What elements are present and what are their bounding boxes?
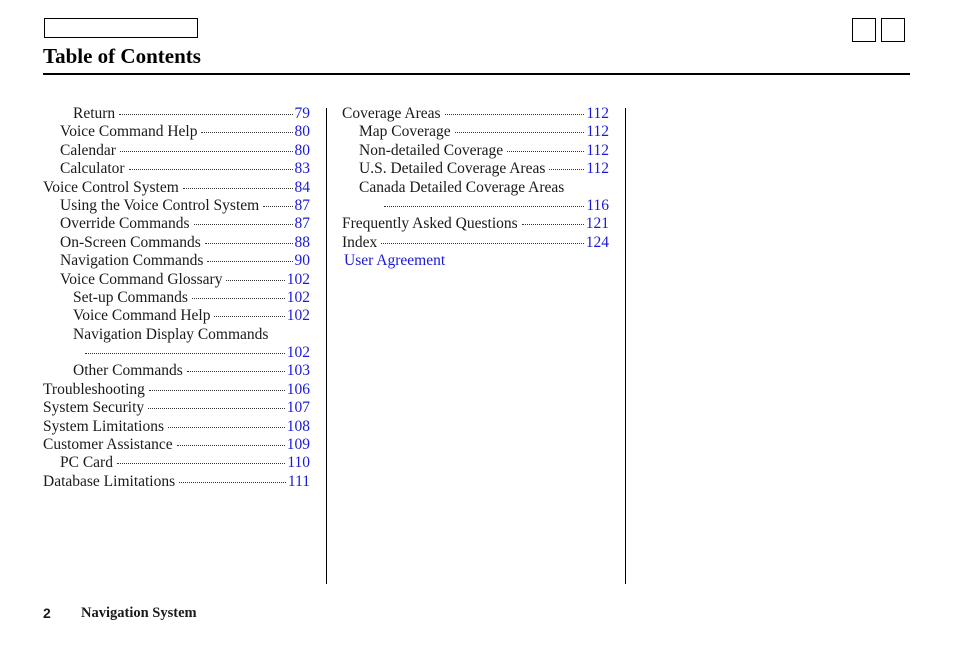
toc-entry[interactable] [43,326,310,344]
toc-entry[interactable] [43,473,310,491]
dot-leader [507,151,584,152]
toc-entry-label: Database Limitations [43,472,176,490]
toc-entry-label: PC Card [60,454,113,472]
toc-entry[interactable] [342,179,609,197]
toc-page-link[interactable]: 112 [586,160,609,178]
toc-entry-label: System Security [43,399,145,417]
dot-leader [214,316,284,317]
column-divider [326,108,327,584]
toc-entry[interactable] [342,123,609,141]
toc-entry[interactable] [43,381,310,399]
dot-leader [522,224,584,225]
dot-leader [226,280,284,281]
toc-entry[interactable] [342,105,609,123]
toc-entry[interactable] [43,123,310,141]
footer-manual-title: Navigation System [81,605,197,621]
toc-entry-label: Voice Control System [43,178,179,196]
toc-entry[interactable] [342,160,609,178]
toc-column-middle [342,105,609,271]
toc-entry-label: Other Commands [73,362,183,380]
toc-entry[interactable] [43,160,310,178]
dot-leader [120,151,293,152]
toc-page-link[interactable]: 112 [586,105,609,122]
dot-leader [117,463,285,464]
toc-entry-label: Calculator [60,160,125,178]
toc-page-link[interactable]: 80 [294,123,310,141]
toc-entry[interactable] [43,142,310,160]
toc-entry[interactable] [43,252,310,270]
toc-entry-label: Customer Assistance [43,436,173,454]
toc-page-link[interactable]: 84 [294,178,310,196]
toc-page-link[interactable]: 87 [294,196,310,214]
toc-entry-label[interactable]: User Agreement [344,252,446,270]
toc-entry-label: U.S. Detailed Coverage Areas [359,160,546,178]
toc-entry[interactable] [342,234,609,252]
toc-page-link[interactable]: 111 [287,472,310,490]
toc-page-link[interactable]: 102 [286,270,310,288]
dot-leader [455,132,585,133]
dot-leader [187,371,285,372]
toc-link-entry[interactable] [342,252,609,270]
title-rule [43,73,910,75]
toc-entry-label: Voice Command Help [60,123,198,141]
dot-leader [207,261,292,262]
toc-entry[interactable] [43,454,310,472]
toc-entry[interactable] [342,142,609,160]
toc-entry[interactable] [43,344,310,362]
footer-page-number: 2 [43,605,51,621]
toc-entry-label: Map Coverage [359,123,451,141]
toc-entry-label: Return [73,105,116,122]
dot-leader [194,224,293,225]
dot-leader [85,353,285,354]
toc-entry-label: Non-detailed Coverage [359,141,504,159]
toc-entry-label: Frequently Asked Questions [342,215,518,233]
toc-page-link[interactable]: 80 [294,141,310,159]
column-divider [625,108,626,584]
dot-leader [381,243,583,244]
toc-entry[interactable] [43,436,310,454]
dot-leader [177,445,285,446]
dot-leader [148,408,285,409]
toc-entry-label: System Limitations [43,417,164,435]
top-navigation-button[interactable] [44,18,198,38]
dot-leader [263,206,292,207]
toc-page-link[interactable]: 83 [294,160,310,178]
toc-entry[interactable] [43,418,310,436]
toc-entry-label: Calendar [60,141,116,159]
dot-leader [205,243,293,244]
toc-page-link[interactable]: 112 [586,123,609,141]
toc-entry-label: Set-up Commands [73,288,188,306]
next-page-button[interactable] [881,18,905,42]
toc-page-link[interactable]: 107 [286,399,310,417]
dot-leader [119,114,292,115]
toc-entry[interactable] [43,197,310,215]
toc-entry-label: Index [342,233,378,251]
toc-page-link[interactable]: 121 [585,215,609,233]
toc-page-link[interactable]: 88 [294,233,310,251]
toc-entry-label: Coverage Areas [342,105,441,122]
toc-entry[interactable] [43,307,310,325]
toc-page-link[interactable]: 116 [586,196,609,214]
toc-entry-label: On-Screen Commands [60,233,201,251]
toc-page-link[interactable]: 102 [286,344,310,362]
toc-entry[interactable] [43,234,310,252]
toc-page-link[interactable]: 106 [286,380,310,398]
toc-page-link[interactable]: 79 [294,105,310,122]
toc-page-link[interactable]: 87 [294,215,310,233]
toc-entry[interactable] [43,362,310,380]
toc-entry-label: Navigation Display Commands [73,325,269,343]
toc-entry[interactable] [43,271,310,289]
dot-leader [168,427,285,428]
dot-leader [149,390,285,391]
toc-page-link[interactable]: 112 [586,141,609,159]
toc-entry[interactable] [342,197,609,215]
toc-page-link[interactable]: 102 [286,288,310,306]
toc-page-link[interactable]: 108 [286,417,310,435]
toc-entry-label: Voice Command Glossary [60,270,223,288]
dot-leader [201,132,292,133]
toc-page-link[interactable]: 110 [287,454,310,472]
toc-entry-label: Navigation Commands [60,252,204,270]
toc-entry[interactable] [43,215,310,233]
toc-entry[interactable] [43,179,310,197]
page-title: Table of Contents [43,44,201,68]
toc-page-link[interactable]: 102 [286,307,310,325]
dot-leader [384,206,584,207]
previous-page-button[interactable] [852,18,876,42]
dot-leader [549,169,584,170]
toc-page-link[interactable]: 124 [585,233,609,251]
toc-entry-label: Override Commands [60,215,190,233]
toc-page-link[interactable]: 109 [286,436,310,454]
toc-entry[interactable] [43,289,310,307]
toc-page-link[interactable]: 90 [294,252,310,270]
toc-entry-label: Using the Voice Control System [60,196,260,214]
toc-entry-label: Canada Detailed Coverage Areas [359,178,565,196]
toc-entry[interactable] [43,105,310,123]
dot-leader [183,188,293,189]
toc-entry[interactable] [342,215,609,233]
dot-leader [179,482,286,483]
toc-page-link[interactable]: 103 [286,362,310,380]
dot-leader [445,114,585,115]
toc-entry-label: Voice Command Help [73,307,211,325]
dot-leader [192,298,285,299]
toc-column-left [43,105,310,491]
toc-entry-label: Troubleshooting [43,380,145,398]
toc-entry[interactable] [43,399,310,417]
dot-leader [129,169,293,170]
